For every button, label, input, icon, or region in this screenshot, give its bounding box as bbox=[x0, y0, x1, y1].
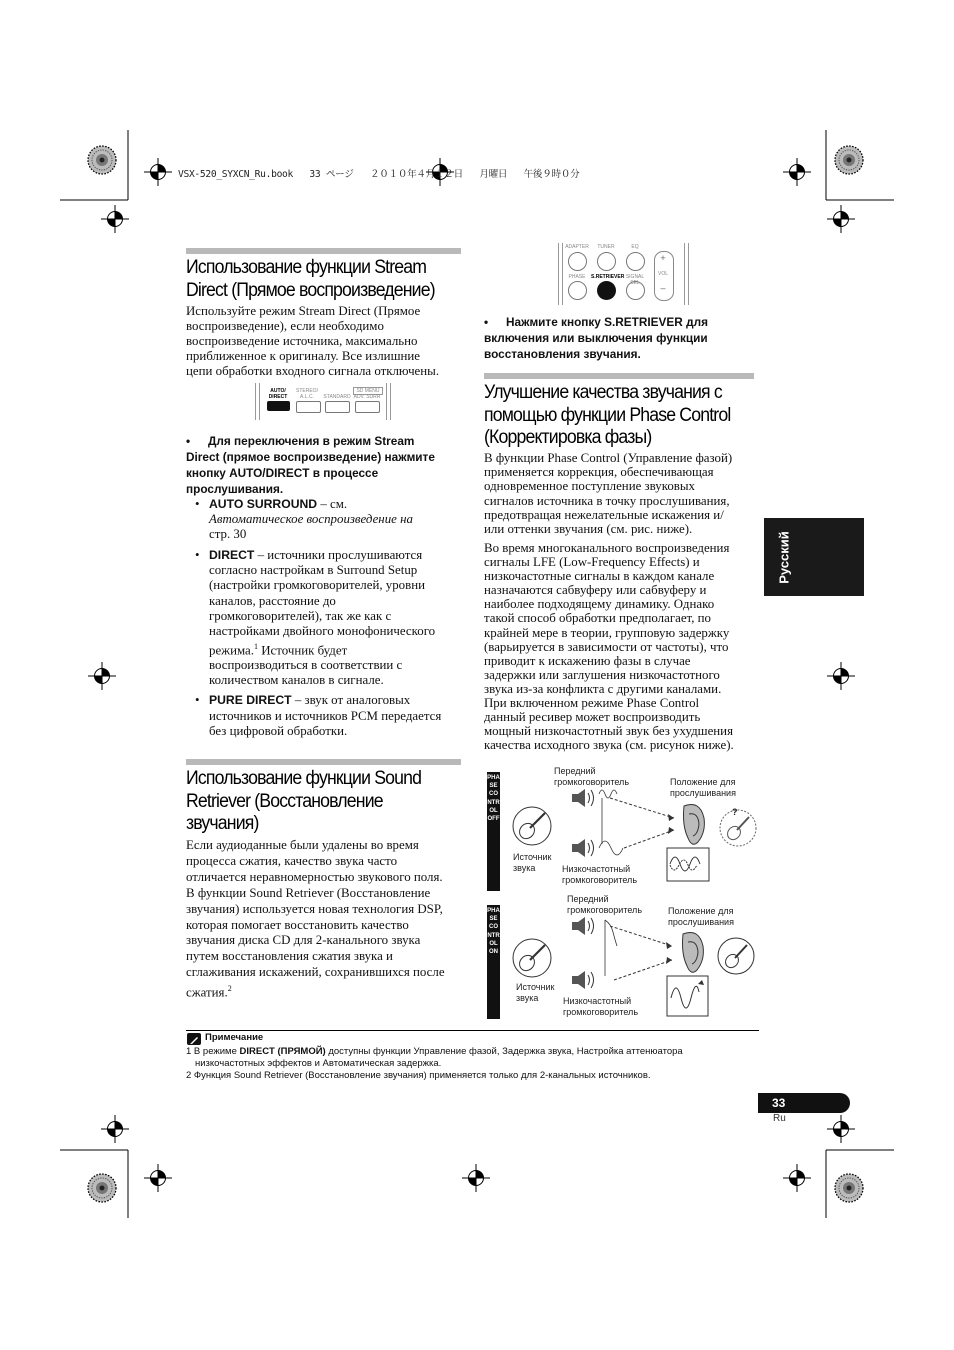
notes-rule bbox=[186, 1030, 759, 1031]
volume-plus-icon: + bbox=[660, 253, 666, 263]
section-title-stream-direct: Использование функции Stream Direct (Прямое воспроизведение) bbox=[186, 257, 435, 301]
section-rule bbox=[186, 248, 461, 254]
page-number: 33 bbox=[772, 1096, 786, 1110]
on-listener-ear-icon bbox=[683, 933, 704, 973]
section-title-sound-retriever: Использование функции Sound Retriever (Восстановление звучания) bbox=[186, 768, 422, 834]
phase-control-diagram bbox=[484, 768, 760, 1022]
standard-label: STANDARD bbox=[323, 394, 351, 400]
off-vertical-label: PHASE CONTROL OFF bbox=[487, 775, 500, 823]
target-mark-bl bbox=[88, 1174, 116, 1202]
phase-button[interactable] bbox=[568, 281, 587, 300]
print-header-line: VSX-520_SYXCN_Ru.book 33 ページ ２０１０年４月１２日 月曜日 午後９時０分 bbox=[178, 169, 580, 180]
instruction-stream-direct: • Для переключения в режим Stream Direct (прямое воспроизведение) нажмите кнопку AUTO/DIRECT в процессе прослушивания. bbox=[186, 434, 435, 496]
off-distorted-guitar-icon bbox=[720, 810, 756, 846]
note-2: 2 Функция Sound Retriever (Восстановление звучания) применяется только для 2-канальных источников. bbox=[186, 1070, 651, 1081]
eq-label: EQ bbox=[631, 244, 639, 250]
off-listening-position-label: Положение для прослушивания bbox=[670, 777, 736, 798]
adapter-button[interactable] bbox=[568, 252, 587, 271]
list-item-pure-direct: • PURE DIRECT – звук от аналоговых источников и источников PCM передается без цифровой обработки. bbox=[195, 693, 442, 738]
off-front-speaker-label: Передний громкоговоритель bbox=[554, 766, 630, 787]
phase-label: PHASE bbox=[568, 274, 586, 280]
list-item-direct: • DIRECT – источники прослушиваются согласно настройкам в Surround Setup (настройки громкоговорителей, уровни каналов, расстояние до громкоговорителей), так же как с настройками двойного монофонического режима.$^1$ Источник будет воспроизводиться в соответствии с количеством каналов в сигнале. bbox=[195, 548, 436, 688]
instruction-s-retriever: • Нажмите кнопку S.RETRIEVER для включения или выключения функции восстановления звучания. bbox=[484, 315, 708, 361]
phase-control-description: В функции Phase Control (Управление фазой) применяется коррекция, обеспечивающая одновременное поступление звуковых сигналов источника в точку прослушивания, предотвращая нежелательные искажения и/ или оттенки звучания (см. рис. ниже). bbox=[484, 451, 733, 537]
on-clear-guitar-icon bbox=[718, 938, 754, 974]
phase-control-details: Во время многоканального воспроизведения сигналы LFE (Low-Frequency Effects) и низкочастотные сигналы в каждом канале назначаются сабвуферу или сабвуферу и наиболее подходящему динамику. Однако такой способ обработки предполагает, по крайней мере в теории, групповую задержку (варьируется в зависимости от частоты), что приводит к искажению фазы в случае задержки или заглушения низкочастотного звука из-за конфликта с другими каналами. При включенном режиме Phase Control данный ресивер может воспроизводить мощный низкочастотный звук без ухудшения качества исходного звука (см. рисунок ниже). bbox=[484, 541, 734, 753]
adv-surr-label: ADV. SURR bbox=[353, 394, 381, 400]
on-listening-position-label: Положение для прослушивания bbox=[668, 906, 734, 927]
page-language-code: Ru bbox=[773, 1113, 786, 1124]
note-1: 1 В режиме DIRECT (ПРЯМОЙ) доступны функции Управление фазой, Задержка звука, Настройка аттенюатора низкочастотных эффектов и Автоматическая задержка. bbox=[186, 1046, 683, 1069]
off-question-mark: ? bbox=[732, 807, 738, 817]
off-subwoofer-icon bbox=[572, 839, 594, 857]
stereo-alc-button[interactable] bbox=[296, 401, 321, 413]
off-source-guitar-icon bbox=[513, 807, 551, 845]
signal-sel-button[interactable] bbox=[626, 281, 645, 300]
stream-direct-description: Используйте режим Stream Direct (Прямое воспроизведение), если необходимо воспроизведение источника, максимально приближенное к оригиналу. Все излишние цепи обработки входного сигнала отключены. bbox=[186, 304, 440, 379]
auto-direct-label: AUTO/ DIRECT bbox=[268, 388, 288, 400]
off-front-speaker-icon bbox=[572, 789, 594, 807]
section-rule bbox=[484, 373, 754, 379]
off-subwoofer-label: Низкочастотный громкоговоритель bbox=[562, 864, 638, 885]
notes-heading: Примечание bbox=[205, 1032, 264, 1043]
on-source-label: Источник звука bbox=[516, 982, 555, 1003]
sd-menu-label: SD MENU bbox=[353, 387, 383, 395]
list-item-auto-surround: • AUTO SURROUND – см. Автоматическое воспроизведение на стр. 30 bbox=[195, 497, 413, 542]
volume-label: VOL bbox=[657, 271, 668, 277]
target-mark-br bbox=[835, 1174, 863, 1202]
s-retriever-button[interactable] bbox=[597, 281, 616, 300]
tuner-button[interactable] bbox=[597, 252, 616, 271]
page-number-badge bbox=[758, 1093, 850, 1113]
on-source-guitar-icon bbox=[513, 939, 551, 977]
sound-retriever-description: Если аудиоданные были удалены во время процесса сжатия, качество звука часто отличается неравномерностью звукового поля. В функции Sound Retriever (Восстановление звучания) используется новая технология DSP, которая помогает восстановить качество звучания диска CD для 2-канального звука путем восстановления сжатия звука и сглаживания искажений, сохранившихся после сжатия.$^2$ bbox=[186, 838, 445, 1000]
language-side-tab bbox=[764, 518, 864, 596]
adv-surr-button[interactable] bbox=[355, 401, 380, 413]
off-listener-ear-icon bbox=[684, 805, 705, 845]
on-subwoofer-label: Низкочастотный громкоговоритель bbox=[563, 996, 639, 1017]
s-retriever-label: S.RETRIEVER bbox=[591, 274, 625, 280]
language-tab-label: Русский bbox=[776, 531, 792, 584]
remote-illustration-auto-direct bbox=[255, 383, 391, 420]
on-subwoofer-icon bbox=[572, 971, 594, 989]
on-vertical-label: PHASE CONTROL ON bbox=[487, 908, 500, 956]
target-mark-tl bbox=[88, 146, 116, 174]
standard-button[interactable] bbox=[325, 401, 350, 413]
stereo-alc-label: STEREO/ A.L.C. bbox=[296, 388, 318, 400]
section-title-phase-control: Улучшение качества звучания с помощью функции Phase Control (Корректировка фазы) bbox=[484, 382, 731, 448]
off-source-label: Источник звука bbox=[513, 852, 552, 873]
target-mark-tr bbox=[835, 146, 863, 174]
section-rule bbox=[186, 759, 461, 765]
signal-sel-label: SIGNAL SEL bbox=[625, 274, 645, 286]
on-front-speaker-label: Передний громкоговоритель bbox=[567, 894, 643, 915]
on-front-speaker-icon bbox=[572, 917, 594, 935]
volume-minus-icon: – bbox=[660, 283, 666, 293]
auto-direct-button[interactable] bbox=[267, 401, 290, 411]
mode-list bbox=[195, 497, 465, 739]
eq-button[interactable] bbox=[626, 252, 645, 271]
tuner-label: TUNER bbox=[597, 244, 615, 250]
note-icon bbox=[187, 1033, 201, 1045]
remote-illustration-s-retriever bbox=[558, 243, 690, 305]
adapter-label: ADAPTER bbox=[565, 244, 589, 250]
